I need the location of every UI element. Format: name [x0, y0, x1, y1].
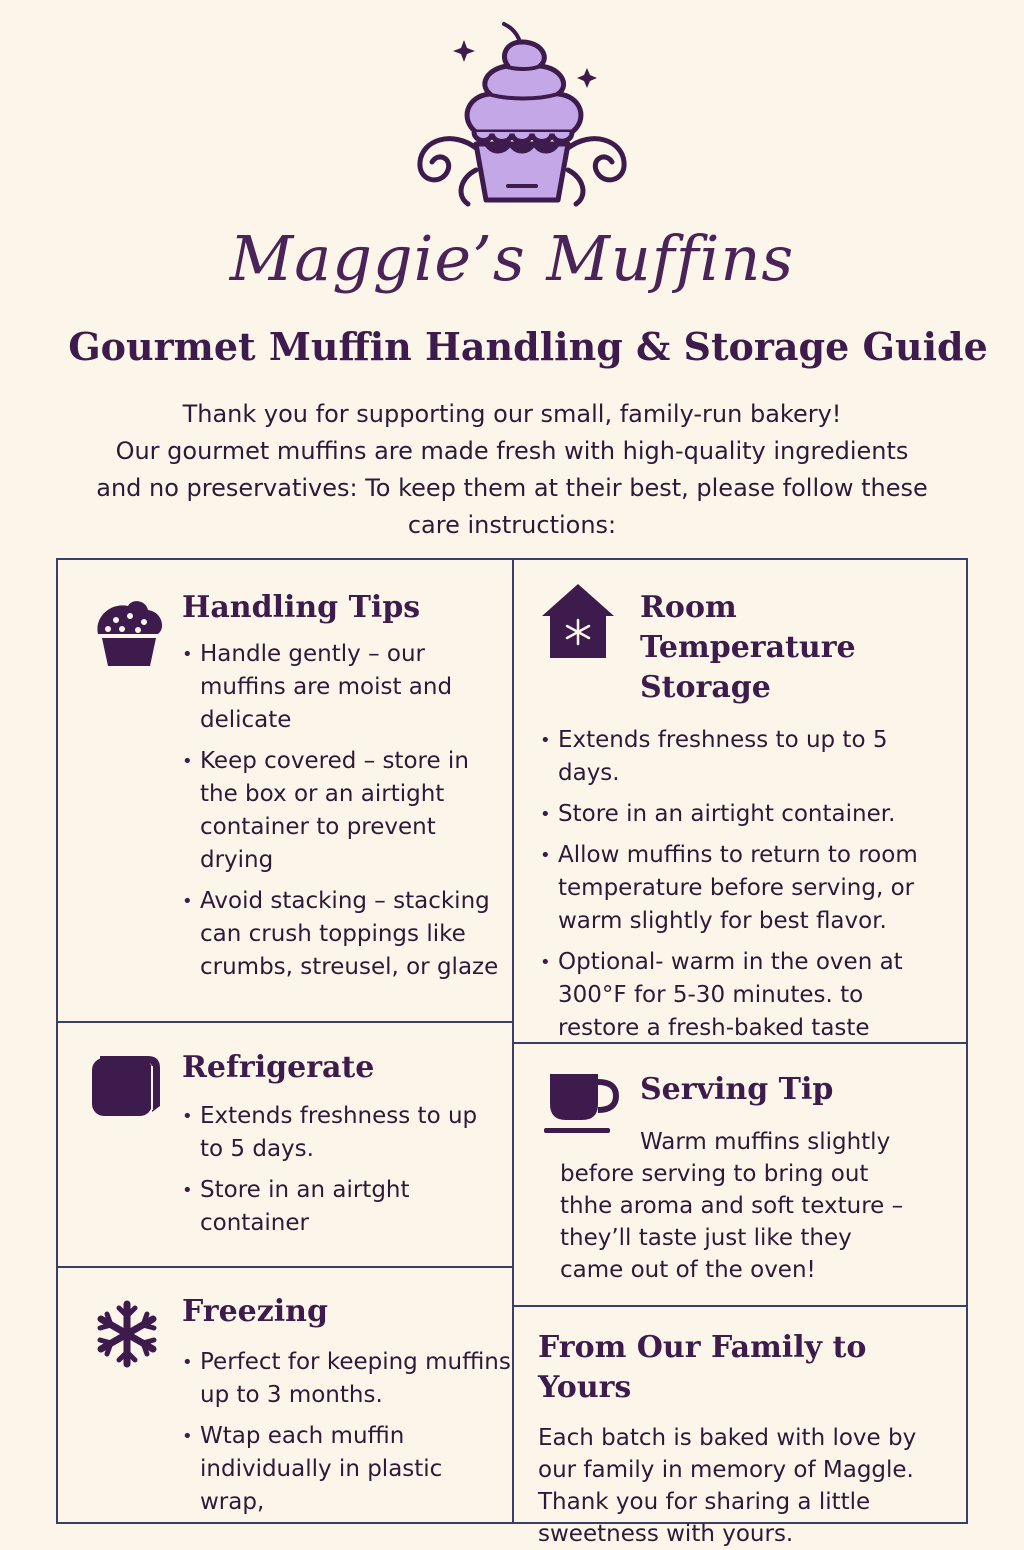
list-item: • Handle gently – our muffins are moist and delicate	[182, 638, 502, 737]
page-title: Gourmet Muffin Handling & Storage Guide	[68, 324, 988, 369]
snowflake-icon	[94, 1300, 160, 1368]
brand-name: Maggie’s Muffins	[229, 222, 795, 295]
handling-tips-card	[182, 588, 502, 992]
grid-divider	[512, 1305, 968, 1307]
intro-line: care instructions:	[407, 511, 617, 539]
cupcake-logo	[412, 20, 632, 220]
muffin-icon	[92, 596, 166, 668]
container-icon	[90, 1052, 162, 1118]
refrigerate-card	[182, 1048, 502, 1248]
grid-border	[56, 558, 58, 1524]
freezing-card	[182, 1292, 512, 1527]
family-message-text: Each batch is baked with love by our family in memory of Maggle. Thank you for sharing a little sweetness with yours.	[538, 1425, 917, 1547]
room-temperature-heading: Room Temperature Storage	[640, 590, 856, 705]
list-item: • Keep covered – store in the box or an airtight container to prevent drying	[182, 745, 502, 877]
intro-line: Thank you for supporting our small, family-run bakery!	[182, 400, 842, 428]
handling-tips-heading: Handling Tips	[182, 590, 421, 625]
list-item: • Optional- warm in the oven at 300°F for 5-30 minutes. to restore a fresh-baked taste	[540, 946, 950, 1045]
list-item: • Store in an airtight container.	[540, 798, 950, 831]
serving-tip-text: Warm muffins slightly before serving to bring out thhe aroma and soft texture – they’ll taste just like they came out of the oven!	[560, 1129, 904, 1283]
intro-line: Our gourmet muffins are made fresh with high-quality ingredients	[115, 437, 909, 465]
list-item: • Wtap each muffin individually in plastic wrap,	[182, 1420, 512, 1519]
grid-divider	[512, 558, 514, 1524]
grid-border	[966, 558, 968, 1524]
serving-tip-heading: Serving Tip	[640, 1072, 834, 1107]
family-message-card	[538, 1328, 948, 1550]
serving-tip-card	[560, 1070, 920, 1286]
grid-divider	[56, 1021, 514, 1023]
care-grid	[56, 558, 968, 1547]
list-item: • Allow muffins to return to room temperature before serving, or warm slightly for best flavor.	[540, 839, 950, 938]
list-item: • Extends freshness to up to 5 days.	[540, 724, 950, 790]
sparkle-icon	[577, 68, 597, 88]
intro-line: and no preservatives: To keep them at their best, please follow these	[96, 474, 928, 502]
freezing-heading: Freezing	[182, 1294, 328, 1329]
intro-text	[80, 396, 944, 544]
sparkle-icon	[453, 40, 475, 62]
room-temperature-card	[540, 588, 950, 1053]
list-item: • Avoid stacking – stacking can crush toppings like crumbs, streusel, or glaze	[182, 885, 502, 984]
refrigerate-heading: Refrigerate	[182, 1050, 375, 1085]
family-message-heading: From Our Family to Yours	[538, 1330, 867, 1405]
grid-divider	[56, 1266, 514, 1268]
list-item: • Perfect for keeping muffins up to 3 months.	[182, 1346, 512, 1412]
list-item: • Store in an airtght container	[182, 1174, 502, 1240]
list-item: • Extends freshness to up to 5 days.	[182, 1100, 502, 1166]
